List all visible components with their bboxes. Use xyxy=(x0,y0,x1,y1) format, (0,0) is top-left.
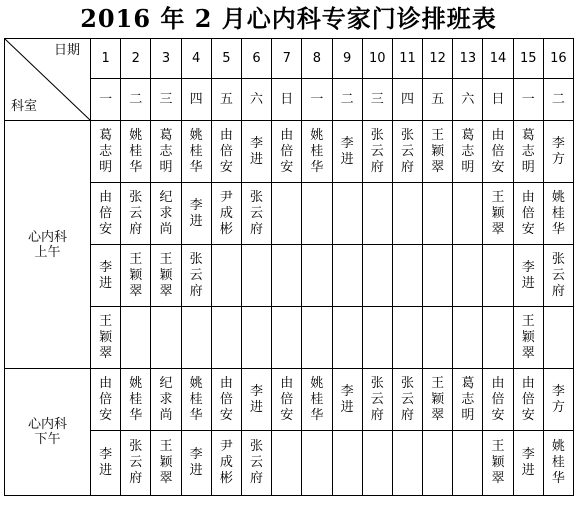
doctor-cell xyxy=(543,245,573,307)
doctor-cell xyxy=(181,307,211,369)
day-number-cell: 1 xyxy=(91,39,121,79)
date-label: 日期 xyxy=(53,43,80,58)
doctor-cell xyxy=(332,121,362,183)
doctor-cell xyxy=(302,307,332,369)
doctor-cell xyxy=(483,245,513,307)
doctor-name: 葛 志 明 xyxy=(521,127,535,175)
weekday-cell: 二 xyxy=(332,79,362,121)
doctor-name: 姚 桂 华 xyxy=(551,189,565,237)
doctor-cell xyxy=(121,183,151,245)
weekday-cell: 四 xyxy=(392,79,422,121)
doctor-name: 葛 志 明 xyxy=(99,127,113,175)
doctor-cell xyxy=(332,183,362,245)
doctor-name: 由 倍 安 xyxy=(491,375,505,423)
doctor-cell xyxy=(151,121,181,183)
doctor-cell xyxy=(151,369,181,431)
doctor-cell xyxy=(181,245,211,307)
doctor-cell xyxy=(211,183,241,245)
weekday-cell: 五 xyxy=(211,79,241,121)
weekday-cell: 一 xyxy=(91,79,121,121)
doctor-cell xyxy=(543,121,573,183)
doctor-name: 姚 桂 华 xyxy=(129,127,143,175)
day-number-cell: 7 xyxy=(272,39,302,79)
weekday-cell: 二 xyxy=(121,79,151,121)
doctor-cell xyxy=(121,307,151,369)
doctor-name: 李 进 xyxy=(189,197,203,229)
doctor-cell xyxy=(543,431,573,496)
doctor-cell xyxy=(91,183,121,245)
weekday-cell: 日 xyxy=(272,79,302,121)
doctor-cell xyxy=(302,431,332,496)
doctor-name: 姚 桂 华 xyxy=(310,127,324,175)
day-number-cell: 5 xyxy=(211,39,241,79)
day-number-cell: 6 xyxy=(241,39,271,79)
dept-session-line: 下午 xyxy=(34,432,61,447)
day-number-cell: 13 xyxy=(453,39,483,79)
doctor-cell xyxy=(513,183,543,245)
doctor-cell xyxy=(241,307,271,369)
doctor-cell xyxy=(121,121,151,183)
doctor-name: 王 颖 翠 xyxy=(159,439,173,486)
doctor-name: 李 进 xyxy=(99,447,113,478)
doctor-name: 王 颖 翠 xyxy=(159,251,173,299)
doctor-name: 张 云 府 xyxy=(551,251,565,299)
doctor-cell xyxy=(362,369,392,431)
doctor-cell xyxy=(543,307,573,369)
doctor-cell xyxy=(121,431,151,496)
doctor-name: 张 云 府 xyxy=(129,439,143,486)
doctor-name: 李 进 xyxy=(521,259,535,291)
doctor-name: 张 云 府 xyxy=(250,439,264,486)
doctor-cell xyxy=(121,369,151,431)
doctor-cell xyxy=(272,369,302,431)
doctor-name: 由 倍 安 xyxy=(280,127,294,175)
day-number-cell: 14 xyxy=(483,39,513,79)
schedule-row xyxy=(5,369,574,431)
doctor-cell xyxy=(392,431,422,496)
doctor-name: 尹 成 彬 xyxy=(219,439,233,486)
doctor-cell xyxy=(181,431,211,496)
doctor-cell xyxy=(483,183,513,245)
doctor-cell xyxy=(543,183,573,245)
weekday-cell: 日 xyxy=(483,79,513,121)
weekday-cell: 五 xyxy=(423,79,453,121)
doctor-cell xyxy=(453,431,483,496)
schedule-row xyxy=(5,431,574,496)
doctor-cell xyxy=(423,431,453,496)
doctor-name: 李 进 xyxy=(99,259,113,291)
doctor-cell xyxy=(423,245,453,307)
doctor-name: 李 进 xyxy=(250,383,264,415)
doctor-cell xyxy=(513,121,543,183)
doctor-name: 由 倍 安 xyxy=(219,127,233,175)
doctor-cell xyxy=(423,121,453,183)
doctor-cell xyxy=(332,369,362,431)
doctor-cell xyxy=(483,307,513,369)
doctor-cell xyxy=(513,245,543,307)
doctor-name: 由 倍 安 xyxy=(521,375,535,423)
doctor-cell xyxy=(362,307,392,369)
doctor-name: 张 云 府 xyxy=(250,189,264,237)
header-corner-cell xyxy=(5,39,91,121)
doctor-name: 李 进 xyxy=(189,447,203,478)
doctor-name: 张 云 府 xyxy=(370,375,384,423)
weekday-cell: 一 xyxy=(302,79,332,121)
doctor-cell xyxy=(392,183,422,245)
doctor-cell xyxy=(302,369,332,431)
doctor-cell xyxy=(483,369,513,431)
doctor-cell xyxy=(241,183,271,245)
doctor-name: 由 倍 安 xyxy=(99,189,113,237)
doctor-cell xyxy=(151,431,181,496)
doctor-cell xyxy=(543,369,573,431)
day-number-cell: 16 xyxy=(543,39,573,79)
doctor-name: 王 颖 翠 xyxy=(521,313,535,361)
weekday-cell: 一 xyxy=(513,79,543,121)
schedule-row xyxy=(5,245,574,307)
doctor-cell xyxy=(151,307,181,369)
dept-session-line: 心内科 xyxy=(27,417,67,432)
doctor-cell xyxy=(332,245,362,307)
day-number-cell: 2 xyxy=(121,39,151,79)
doctor-name: 葛 志 明 xyxy=(461,375,475,423)
doctor-name: 李 进 xyxy=(340,383,354,415)
doctor-name: 由 倍 安 xyxy=(521,189,535,237)
doctor-name: 李 进 xyxy=(521,447,535,478)
doctor-name: 由 倍 安 xyxy=(219,375,233,423)
day-number-cell: 10 xyxy=(362,39,392,79)
day-number-cell: 3 xyxy=(151,39,181,79)
doctor-name: 李 方 xyxy=(551,135,565,167)
doctor-name: 王 颖 翠 xyxy=(99,313,113,361)
doctor-cell xyxy=(272,245,302,307)
doctor-cell xyxy=(453,183,483,245)
doctor-cell xyxy=(91,369,121,431)
doctor-cell xyxy=(181,183,211,245)
doctor-cell xyxy=(211,369,241,431)
doctor-name: 由 倍 安 xyxy=(280,375,294,423)
doctor-name: 由 倍 安 xyxy=(99,375,113,423)
doctor-cell xyxy=(423,369,453,431)
doctor-cell xyxy=(241,121,271,183)
doctor-cell xyxy=(513,369,543,431)
doctor-cell xyxy=(423,307,453,369)
doctor-name: 李 方 xyxy=(551,383,565,415)
doctor-name: 李 进 xyxy=(250,135,264,167)
doctor-cell xyxy=(392,245,422,307)
doctor-name: 王 颖 翠 xyxy=(431,127,445,175)
doctor-name: 尹 成 彬 xyxy=(219,189,233,237)
doctor-name: 王 颖 翠 xyxy=(491,439,505,486)
doctor-name: 姚 桂 华 xyxy=(129,375,143,423)
doctor-cell xyxy=(181,121,211,183)
weekday-cell: 四 xyxy=(181,79,211,121)
weekday-cell: 六 xyxy=(241,79,271,121)
doctor-cell xyxy=(362,183,392,245)
doctor-cell xyxy=(362,431,392,496)
day-number-cell: 15 xyxy=(513,39,543,79)
day-number-cell: 4 xyxy=(181,39,211,79)
doctor-cell xyxy=(91,245,121,307)
doctor-cell xyxy=(241,431,271,496)
dept-label: 科室 xyxy=(11,99,38,114)
weekday-cell: 三 xyxy=(151,79,181,121)
doctor-cell xyxy=(392,307,422,369)
doctor-name: 姚 桂 华 xyxy=(551,439,565,486)
doctor-name: 张 云 府 xyxy=(400,127,414,175)
doctor-cell xyxy=(362,245,392,307)
doctor-name: 王 颖 翠 xyxy=(129,251,143,299)
doctor-cell xyxy=(151,183,181,245)
doctor-cell xyxy=(332,307,362,369)
doctor-cell xyxy=(302,183,332,245)
doctor-cell xyxy=(272,121,302,183)
doctor-cell xyxy=(151,245,181,307)
doctor-cell xyxy=(513,307,543,369)
doctor-name: 纪 求 尚 xyxy=(159,375,173,423)
doctor-cell xyxy=(483,121,513,183)
dept-session-line: 上午 xyxy=(34,244,61,260)
doctor-cell xyxy=(332,431,362,496)
doctor-cell xyxy=(211,121,241,183)
doctor-cell xyxy=(302,121,332,183)
doctor-cell xyxy=(121,245,151,307)
doctor-cell xyxy=(272,431,302,496)
doctor-cell xyxy=(211,431,241,496)
doctor-cell xyxy=(392,369,422,431)
day-number-cell: 8 xyxy=(302,39,332,79)
doctor-cell xyxy=(181,369,211,431)
doctor-name: 姚 桂 华 xyxy=(189,127,203,175)
doctor-name: 葛 志 明 xyxy=(461,127,475,175)
doctor-cell xyxy=(453,245,483,307)
doctor-cell xyxy=(241,369,271,431)
day-number-cell: 12 xyxy=(423,39,453,79)
doctor-cell xyxy=(211,245,241,307)
doctor-cell xyxy=(91,121,121,183)
doctor-cell xyxy=(211,307,241,369)
doctor-cell xyxy=(91,307,121,369)
doctor-cell xyxy=(453,369,483,431)
doctor-name: 李 进 xyxy=(340,135,354,167)
doctor-cell xyxy=(91,431,121,496)
dept-session-cell xyxy=(5,369,91,496)
doctor-cell xyxy=(453,307,483,369)
page-title: 2016 年 2 月心内科专家门诊排班表 xyxy=(80,4,497,33)
doctor-name: 葛 志 明 xyxy=(159,127,173,175)
dept-session-cell xyxy=(5,121,91,369)
doctor-name: 王 颖 翠 xyxy=(491,189,505,237)
doctor-name: 张 云 府 xyxy=(400,375,414,423)
doctor-name: 王 颖 翠 xyxy=(431,375,445,423)
doctor-cell xyxy=(272,183,302,245)
weekday-cell: 六 xyxy=(453,79,483,121)
day-number-cell: 9 xyxy=(332,39,362,79)
schedule-row xyxy=(5,121,574,183)
doctor-cell xyxy=(362,121,392,183)
doctor-name: 姚 桂 华 xyxy=(310,375,324,423)
weekday-cell: 二 xyxy=(543,79,573,121)
doctor-cell xyxy=(272,307,302,369)
doctor-cell xyxy=(392,121,422,183)
schedule-table xyxy=(4,38,574,496)
doctor-name: 姚 桂 华 xyxy=(189,375,203,423)
doctor-cell xyxy=(241,245,271,307)
doctor-cell xyxy=(453,121,483,183)
doctor-name: 张 云 府 xyxy=(129,189,143,237)
dept-session-line: 心内科 xyxy=(27,229,67,245)
weekday-cell: 三 xyxy=(362,79,392,121)
doctor-name: 张 云 府 xyxy=(370,127,384,175)
doctor-name: 由 倍 安 xyxy=(491,127,505,175)
schedule-row xyxy=(5,183,574,245)
doctor-cell xyxy=(513,431,543,496)
doctor-cell xyxy=(483,431,513,496)
day-number-cell: 11 xyxy=(392,39,422,79)
schedule-row xyxy=(5,307,574,369)
doctor-name: 张 云 府 xyxy=(189,251,203,299)
doctor-cell xyxy=(302,245,332,307)
doctor-name: 纪 求 尚 xyxy=(159,189,173,237)
doctor-cell xyxy=(423,183,453,245)
